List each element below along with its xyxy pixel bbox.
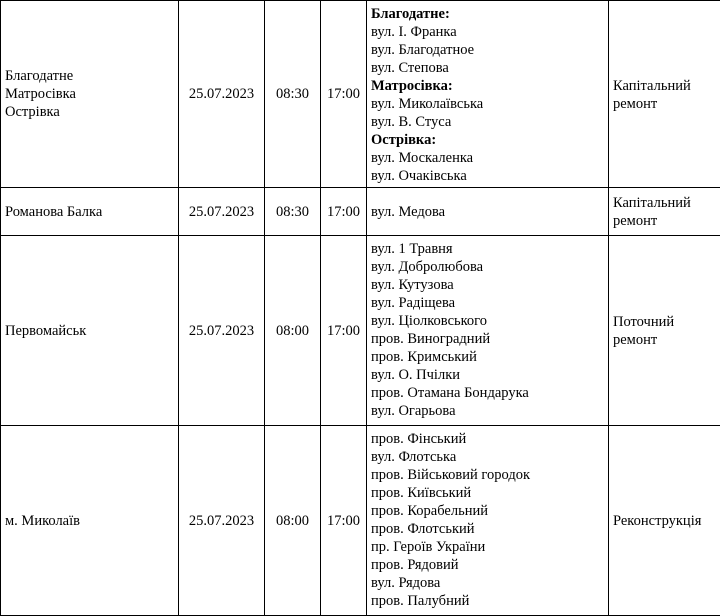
start-time-cell: 08:00: [265, 426, 321, 616]
street-line: пров. Палубний: [371, 593, 470, 609]
street-line: вул. Добролюбова: [371, 259, 484, 275]
table-row: [1, 1, 720, 188]
street-line: вул. Очаківська: [371, 168, 467, 184]
work-type-cell: [609, 1, 720, 188]
street-line: вул. Флотська: [371, 449, 457, 465]
street-line: вул. О. Пчілки: [371, 367, 461, 383]
street-line: вул. 1 Травня: [371, 241, 453, 257]
street-group-heading: Острівка:: [371, 132, 437, 148]
street-line: вул. Ціолковського: [371, 313, 488, 329]
street-line: вул. Кутузова: [371, 277, 454, 293]
street-line: пров. Київський: [371, 485, 472, 501]
date-cell: 25.07.2023: [179, 188, 265, 236]
table-row: [1, 426, 720, 616]
street-line: пров. Фінський: [371, 431, 467, 447]
start-time-cell: 08:30: [265, 1, 321, 188]
street-line: пров. Отамана Бондарука: [371, 385, 529, 401]
work-type-line: Капітальний: [613, 194, 691, 211]
street-line: пров. Флотський: [371, 521, 475, 537]
street-line: вул. Степова: [371, 60, 449, 76]
streets-cell: [367, 1, 609, 188]
street-line: пров. Кримський: [371, 349, 477, 365]
date-cell: 25.07.2023: [179, 1, 265, 188]
work-type-line: Поточний: [613, 313, 675, 330]
work-type-line: ремонт: [613, 331, 658, 348]
settlement-cell: [1, 1, 179, 188]
streets-cell: [367, 188, 609, 236]
street-line: вул. Огарьова: [371, 403, 456, 419]
work-type-line: Капітальний: [613, 78, 691, 94]
date-cell: 25.07.2023: [179, 236, 265, 426]
street-group-heading: Благодатне:: [371, 6, 450, 22]
settlement-cell: [1, 426, 179, 616]
start-time-cell: 08:00: [265, 236, 321, 426]
streets-cell: [367, 236, 609, 426]
settlement-line: Романова Балка: [5, 203, 103, 220]
street-group-heading: Матросівка:: [371, 78, 453, 94]
settlement-line: Благодатне: [5, 68, 74, 84]
end-time-cell: 17:00: [321, 426, 367, 616]
settlement-line: Острівка: [5, 104, 60, 120]
work-type-cell: [609, 188, 720, 236]
street-line: вул. Москаленка: [371, 150, 474, 166]
settlement-line: Матросівка: [5, 86, 76, 102]
street-line: вул. Радіщева: [371, 295, 456, 311]
table-row: [1, 236, 720, 426]
work-type-cell: [609, 236, 720, 426]
work-type-line: Реконструкція: [613, 512, 702, 529]
end-time-cell: 17:00: [321, 1, 367, 188]
street-line: пров. Корабельний: [371, 503, 488, 519]
work-type-line: ремонт: [613, 212, 658, 229]
street-line: вул. Благодатное: [371, 42, 475, 58]
street-line: пров. Рядовий: [371, 557, 459, 573]
date-cell: 25.07.2023: [179, 426, 265, 616]
street-line: вул. Миколаївська: [371, 96, 484, 112]
street-line: пр. Героїв України: [371, 539, 486, 555]
street-line: вул. Медова: [371, 203, 446, 220]
work-type-line: ремонт: [613, 96, 658, 112]
streets-cell: [367, 426, 609, 616]
settlement-line: м. Миколаїв: [5, 512, 80, 529]
work-type-cell: [609, 426, 720, 616]
end-time-cell: 17:00: [321, 236, 367, 426]
street-line: пров. Виноградний: [371, 331, 491, 347]
settlement-cell: [1, 236, 179, 426]
settlement-cell: [1, 188, 179, 236]
table-row: [1, 188, 720, 236]
end-time-cell: 17:00: [321, 188, 367, 236]
street-line: вул. В. Стуса: [371, 114, 452, 130]
street-line: пров. Військовий городок: [371, 467, 531, 483]
settlement-line: Первомайськ: [5, 322, 87, 339]
start-time-cell: 08:30: [265, 188, 321, 236]
street-line: вул. І. Франка: [371, 24, 457, 40]
street-line: вул. Рядова: [371, 575, 441, 591]
